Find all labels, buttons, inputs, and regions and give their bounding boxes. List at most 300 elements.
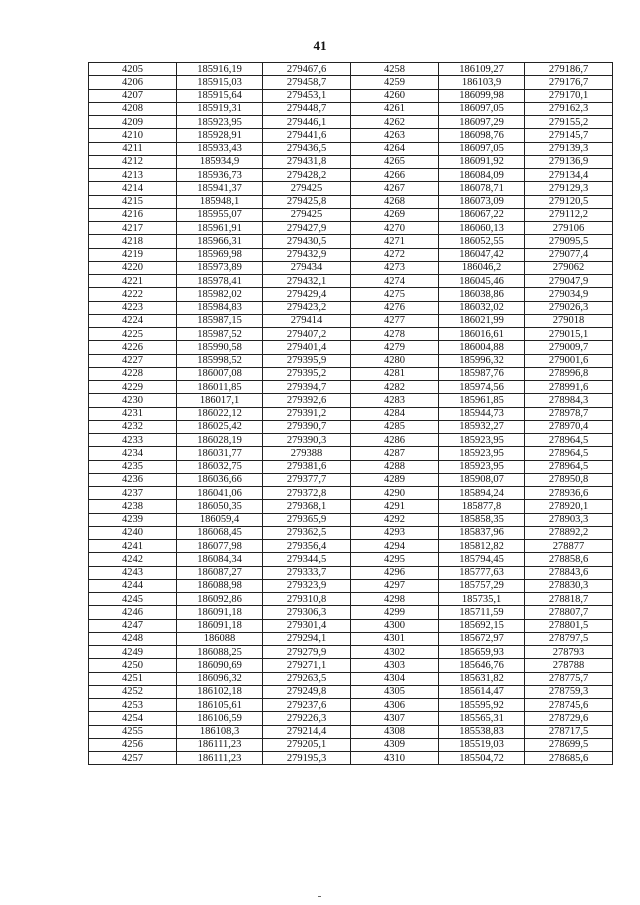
x-coordinate-cell: 186091,18 [177,619,263,632]
x-coordinate-cell: 185757,29 [439,579,525,592]
point-number-cell: 4305 [351,685,439,698]
y-coordinate-cell: 279395,2 [263,367,351,380]
point-number-cell: 4254 [89,712,177,725]
x-coordinate-cell: 185961,91 [177,222,263,235]
point-number-cell: 4268 [351,195,439,208]
page-number: 41 [313,38,327,53]
point-number-cell: 4263 [351,129,439,142]
y-coordinate-cell: 278797,5 [525,632,613,645]
y-coordinate-cell: 279226,3 [263,712,351,725]
point-number-cell: 4229 [89,381,177,394]
x-coordinate-cell: 186052,55 [439,235,525,248]
table-row [89,646,613,659]
x-coordinate-cell: 185987,52 [177,328,263,341]
point-number-cell: 4252 [89,685,177,698]
point-number-cell: 4217 [89,222,177,235]
x-coordinate-cell: 185915,64 [177,89,263,102]
table-row [89,434,613,447]
x-coordinate-cell: 186046,2 [439,261,525,274]
x-coordinate-cell: 185969,98 [177,248,263,261]
point-number-cell: 4266 [351,169,439,182]
y-coordinate-cell: 279453,1 [263,89,351,102]
footer-mark [318,896,321,897]
y-coordinate-cell: 279323,9 [263,579,351,592]
point-number-cell: 4218 [89,235,177,248]
x-coordinate-cell: 186016,61 [439,328,525,341]
point-number-cell: 4228 [89,367,177,380]
x-coordinate-cell: 185894,24 [439,487,525,500]
y-coordinate-cell: 278964,5 [525,460,613,473]
point-number-cell: 4258 [351,63,439,76]
x-coordinate-cell: 185519,03 [439,738,525,751]
table-row [89,513,613,526]
x-coordinate-cell: 185944,73 [439,407,525,420]
y-coordinate-cell: 279368,1 [263,500,351,513]
point-number-cell: 4209 [89,116,177,129]
point-number-cell: 4255 [89,725,177,738]
point-number-cell: 4206 [89,76,177,89]
table-row [89,222,613,235]
table-row [89,394,613,407]
point-number-cell: 4226 [89,341,177,354]
y-coordinate-cell: 278759,3 [525,685,613,698]
x-coordinate-cell: 185932,27 [439,420,525,433]
y-coordinate-cell: 279205,1 [263,738,351,751]
x-coordinate-cell: 185858,35 [439,513,525,526]
x-coordinate-cell: 185777,63 [439,566,525,579]
y-coordinate-cell: 278830,3 [525,579,613,592]
x-coordinate-cell: 185595,92 [439,699,525,712]
y-coordinate-cell: 278685,6 [525,752,613,765]
y-coordinate-cell: 279306,3 [263,606,351,619]
point-number-cell: 4238 [89,500,177,513]
x-coordinate-cell: 185923,95 [439,434,525,447]
y-coordinate-cell: 279095,5 [525,235,613,248]
x-coordinate-cell: 185919,31 [177,102,263,115]
table-row [89,526,613,539]
table-row [89,155,613,168]
point-number-cell: 4264 [351,142,439,155]
point-number-cell: 4231 [89,407,177,420]
x-coordinate-cell: 186103,9 [439,76,525,89]
point-number-cell: 4224 [89,314,177,327]
point-number-cell: 4250 [89,659,177,672]
y-coordinate-cell: 279391,2 [263,407,351,420]
y-coordinate-cell: 279162,3 [525,102,613,115]
y-coordinate-cell: 279134,4 [525,169,613,182]
x-coordinate-cell: 186007,08 [177,367,263,380]
x-coordinate-cell: 185978,41 [177,275,263,288]
x-coordinate-cell: 186060,13 [439,222,525,235]
point-number-cell: 4267 [351,182,439,195]
y-coordinate-cell: 279214,4 [263,725,351,738]
table-row [89,420,613,433]
table-row [89,566,613,579]
table-row [89,725,613,738]
table-row [89,142,613,155]
x-coordinate-cell: 186021,99 [439,314,525,327]
point-number-cell: 4253 [89,699,177,712]
table-row [89,341,613,354]
y-coordinate-cell: 279195,3 [263,752,351,765]
table-row [89,619,613,632]
x-coordinate-cell: 185936,73 [177,169,263,182]
y-coordinate-cell: 279001,6 [525,354,613,367]
point-number-cell: 4221 [89,275,177,288]
y-coordinate-cell: 278877 [525,540,613,553]
point-number-cell: 4291 [351,500,439,513]
y-coordinate-cell: 279077,4 [525,248,613,261]
table-row [89,672,613,685]
table-row [89,195,613,208]
x-coordinate-cell: 186032,02 [439,301,525,314]
y-coordinate-cell: 279428,2 [263,169,351,182]
table-row [89,407,613,420]
y-coordinate-cell: 279015,1 [525,328,613,341]
point-number-cell: 4298 [351,593,439,606]
point-number-cell: 4207 [89,89,177,102]
x-coordinate-cell: 186105,61 [177,699,263,712]
y-coordinate-cell: 279427,9 [263,222,351,235]
x-coordinate-cell: 186059,4 [177,513,263,526]
y-coordinate-cell: 279430,5 [263,235,351,248]
point-number-cell: 4205 [89,63,177,76]
point-number-cell: 4262 [351,116,439,129]
y-coordinate-cell: 279120,5 [525,195,613,208]
y-coordinate-cell: 278717,5 [525,725,613,738]
point-number-cell: 4220 [89,261,177,274]
point-number-cell: 4222 [89,288,177,301]
x-coordinate-cell: 185908,07 [439,473,525,486]
x-coordinate-cell: 186017,1 [177,394,263,407]
x-coordinate-cell: 186091,18 [177,606,263,619]
x-coordinate-cell: 186088 [177,632,263,645]
table-row [89,367,613,380]
coordinates-table [88,62,613,765]
point-number-cell: 4225 [89,328,177,341]
point-number-cell: 4241 [89,540,177,553]
y-coordinate-cell: 279425 [263,182,351,195]
point-number-cell: 4216 [89,208,177,221]
y-coordinate-cell: 279390,3 [263,434,351,447]
point-number-cell: 4310 [351,752,439,765]
y-coordinate-cell: 279062 [525,261,613,274]
y-coordinate-cell: 278793 [525,646,613,659]
y-coordinate-cell: 278936,6 [525,487,613,500]
y-coordinate-cell: 279271,1 [263,659,351,672]
x-coordinate-cell: 185923,95 [177,116,263,129]
y-coordinate-cell: 278978,7 [525,407,613,420]
x-coordinate-cell: 186031,77 [177,447,263,460]
point-number-cell: 4296 [351,566,439,579]
y-coordinate-cell: 279414 [263,314,351,327]
y-coordinate-cell: 278729,6 [525,712,613,725]
x-coordinate-cell: 185812,82 [439,540,525,553]
point-number-cell: 4230 [89,394,177,407]
point-number-cell: 4283 [351,394,439,407]
x-coordinate-cell: 186090,69 [177,659,263,672]
x-coordinate-cell: 185504,72 [439,752,525,765]
y-coordinate-cell: 278775,7 [525,672,613,685]
point-number-cell: 4293 [351,526,439,539]
point-number-cell: 4208 [89,102,177,115]
y-coordinate-cell: 279301,4 [263,619,351,632]
x-coordinate-cell: 186088,25 [177,646,263,659]
table-row [89,314,613,327]
table-row [89,76,613,89]
point-number-cell: 4246 [89,606,177,619]
point-number-cell: 4234 [89,447,177,460]
x-coordinate-cell: 185961,85 [439,394,525,407]
y-coordinate-cell: 279423,2 [263,301,351,314]
point-number-cell: 4215 [89,195,177,208]
x-coordinate-cell: 185877,8 [439,500,525,513]
coordinates-table-body [89,63,613,765]
x-coordinate-cell: 185916,19 [177,63,263,76]
y-coordinate-cell: 279249,8 [263,685,351,698]
x-coordinate-cell: 186091,92 [439,155,525,168]
x-coordinate-cell: 185735,1 [439,593,525,606]
x-coordinate-cell: 185538,83 [439,725,525,738]
table-row [89,712,613,725]
point-number-cell: 4271 [351,235,439,248]
table-row [89,235,613,248]
point-number-cell: 4288 [351,460,439,473]
point-number-cell: 4251 [89,672,177,685]
x-coordinate-cell: 185672,97 [439,632,525,645]
table-row [89,381,613,394]
point-number-cell: 4242 [89,553,177,566]
point-number-cell: 4304 [351,672,439,685]
y-coordinate-cell: 279407,2 [263,328,351,341]
y-coordinate-cell: 278788 [525,659,613,672]
y-coordinate-cell: 278970,4 [525,420,613,433]
y-coordinate-cell: 279432,1 [263,275,351,288]
y-coordinate-cell: 279431,8 [263,155,351,168]
point-number-cell: 4219 [89,248,177,261]
y-coordinate-cell: 279401,4 [263,341,351,354]
y-coordinate-cell: 279432,9 [263,248,351,261]
point-number-cell: 4239 [89,513,177,526]
point-number-cell: 4292 [351,513,439,526]
y-coordinate-cell: 279263,5 [263,672,351,685]
x-coordinate-cell: 186098,76 [439,129,525,142]
table-row [89,738,613,751]
point-number-cell: 4237 [89,487,177,500]
x-coordinate-cell: 186108,3 [177,725,263,738]
x-coordinate-cell: 185996,32 [439,354,525,367]
x-coordinate-cell: 186099,98 [439,89,525,102]
point-number-cell: 4279 [351,341,439,354]
x-coordinate-cell: 185928,91 [177,129,263,142]
point-number-cell: 4294 [351,540,439,553]
y-coordinate-cell: 279170,1 [525,89,613,102]
table-row [89,354,613,367]
x-coordinate-cell: 186088,98 [177,579,263,592]
point-number-cell: 4213 [89,169,177,182]
y-coordinate-cell: 278920,1 [525,500,613,513]
point-number-cell: 4289 [351,473,439,486]
x-coordinate-cell: 185711,59 [439,606,525,619]
point-number-cell: 4301 [351,632,439,645]
point-number-cell: 4210 [89,129,177,142]
y-coordinate-cell: 279176,7 [525,76,613,89]
point-number-cell: 4303 [351,659,439,672]
table-row [89,275,613,288]
y-coordinate-cell: 279145,7 [525,129,613,142]
y-coordinate-cell: 279390,7 [263,420,351,433]
y-coordinate-cell: 279467,6 [263,63,351,76]
y-coordinate-cell: 279136,9 [525,155,613,168]
point-number-cell: 4282 [351,381,439,394]
table-row [89,261,613,274]
x-coordinate-cell: 185973,89 [177,261,263,274]
table-row [89,553,613,566]
y-coordinate-cell: 278699,5 [525,738,613,751]
x-coordinate-cell: 185659,93 [439,646,525,659]
x-coordinate-cell: 186109,27 [439,63,525,76]
x-coordinate-cell: 185998,52 [177,354,263,367]
point-number-cell: 4297 [351,579,439,592]
x-coordinate-cell: 186067,22 [439,208,525,221]
point-number-cell: 4307 [351,712,439,725]
point-number-cell: 4223 [89,301,177,314]
point-number-cell: 4273 [351,261,439,274]
point-number-cell: 4245 [89,593,177,606]
table-row [89,699,613,712]
x-coordinate-cell: 186087,27 [177,566,263,579]
point-number-cell: 4260 [351,89,439,102]
point-number-cell: 4240 [89,526,177,539]
table-row [89,540,613,553]
point-number-cell: 4302 [351,646,439,659]
x-coordinate-cell: 186077,98 [177,540,263,553]
x-coordinate-cell: 185941,37 [177,182,263,195]
point-number-cell: 4281 [351,367,439,380]
table-row [89,208,613,221]
point-number-cell: 4280 [351,354,439,367]
x-coordinate-cell: 186092,86 [177,593,263,606]
point-number-cell: 4214 [89,182,177,195]
point-number-cell: 4306 [351,699,439,712]
point-number-cell: 4269 [351,208,439,221]
point-number-cell: 4284 [351,407,439,420]
table-row [89,606,613,619]
y-coordinate-cell: 278807,7 [525,606,613,619]
x-coordinate-cell: 185982,02 [177,288,263,301]
table-row [89,460,613,473]
y-coordinate-cell: 279106 [525,222,613,235]
point-number-cell: 4286 [351,434,439,447]
x-coordinate-cell: 185966,31 [177,235,263,248]
table-row [89,632,613,645]
x-coordinate-cell: 186028,19 [177,434,263,447]
x-coordinate-cell: 185692,15 [439,619,525,632]
point-number-cell: 4256 [89,738,177,751]
point-number-cell: 4257 [89,752,177,765]
table-row [89,500,613,513]
x-coordinate-cell: 186078,71 [439,182,525,195]
x-coordinate-cell: 186111,23 [177,752,263,765]
y-coordinate-cell: 278950,8 [525,473,613,486]
x-coordinate-cell: 186038,86 [439,288,525,301]
table-row [89,579,613,592]
x-coordinate-cell: 185915,03 [177,76,263,89]
x-coordinate-cell: 186097,05 [439,102,525,115]
y-coordinate-cell: 279034,9 [525,288,613,301]
x-coordinate-cell: 185646,76 [439,659,525,672]
table-row [89,328,613,341]
x-coordinate-cell: 186022,12 [177,407,263,420]
table-row [89,447,613,460]
point-number-cell: 4232 [89,420,177,433]
y-coordinate-cell: 279372,8 [263,487,351,500]
y-coordinate-cell: 279392,6 [263,394,351,407]
y-coordinate-cell: 279112,2 [525,208,613,221]
x-coordinate-cell: 185987,76 [439,367,525,380]
point-number-cell: 4274 [351,275,439,288]
table-row [89,89,613,102]
table-row [89,288,613,301]
table-row [89,659,613,672]
y-coordinate-cell: 279294,1 [263,632,351,645]
x-coordinate-cell: 186102,18 [177,685,263,698]
x-coordinate-cell: 185974,56 [439,381,525,394]
point-number-cell: 4300 [351,619,439,632]
y-coordinate-cell: 279441,6 [263,129,351,142]
table-row [89,487,613,500]
x-coordinate-cell: 185933,43 [177,142,263,155]
y-coordinate-cell: 279446,1 [263,116,351,129]
y-coordinate-cell: 279425,8 [263,195,351,208]
x-coordinate-cell: 186004,88 [439,341,525,354]
x-coordinate-cell: 185565,31 [439,712,525,725]
y-coordinate-cell: 278892,2 [525,526,613,539]
x-coordinate-cell: 186106,59 [177,712,263,725]
y-coordinate-cell: 279356,4 [263,540,351,553]
y-coordinate-cell: 279344,5 [263,553,351,566]
point-number-cell: 4285 [351,420,439,433]
y-coordinate-cell: 278801,5 [525,619,613,632]
point-number-cell: 4248 [89,632,177,645]
point-number-cell: 4265 [351,155,439,168]
y-coordinate-cell: 279279,9 [263,646,351,659]
y-coordinate-cell: 279009,7 [525,341,613,354]
y-coordinate-cell: 278964,5 [525,447,613,460]
point-number-cell: 4233 [89,434,177,447]
point-number-cell: 4299 [351,606,439,619]
y-coordinate-cell: 279395,9 [263,354,351,367]
y-coordinate-cell: 279139,3 [525,142,613,155]
x-coordinate-cell: 185923,95 [439,447,525,460]
y-coordinate-cell: 279155,2 [525,116,613,129]
y-coordinate-cell: 279310,8 [263,593,351,606]
point-number-cell: 4247 [89,619,177,632]
point-number-cell: 4309 [351,738,439,751]
point-number-cell: 4249 [89,646,177,659]
y-coordinate-cell: 279365,9 [263,513,351,526]
y-coordinate-cell: 278745,6 [525,699,613,712]
x-coordinate-cell: 185948,1 [177,195,263,208]
y-coordinate-cell: 279429,4 [263,288,351,301]
x-coordinate-cell: 186011,85 [177,381,263,394]
x-coordinate-cell: 185837,96 [439,526,525,539]
table-row [89,593,613,606]
point-number-cell: 4295 [351,553,439,566]
x-coordinate-cell: 185987,15 [177,314,263,327]
point-number-cell: 4244 [89,579,177,592]
x-coordinate-cell: 186111,23 [177,738,263,751]
